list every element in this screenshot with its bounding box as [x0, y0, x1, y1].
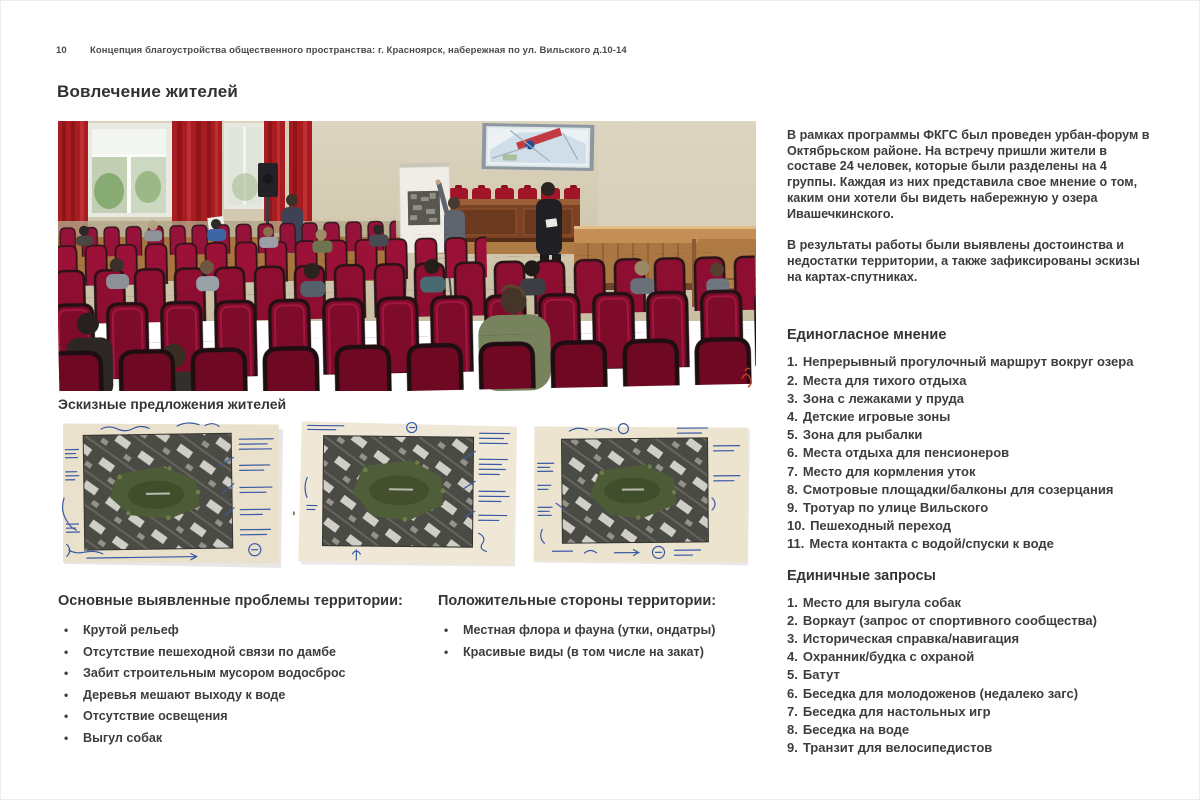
- problem-item: • Крутой рельеф: [58, 620, 423, 642]
- sketch-map-1: [58, 418, 286, 571]
- single-request-item: 9. Транзит для велосипедистов: [787, 740, 993, 756]
- positives-list: [438, 620, 768, 663]
- single-request-item: 2. Воркаут (запрос от спортивного сообщества): [787, 612, 1097, 628]
- sketches-subtitle: Эскизные предложения жителей: [58, 396, 287, 412]
- problem-item: • Забит строительным мусором водосброс: [58, 663, 423, 685]
- positives-section: [438, 593, 768, 663]
- positive-item: • Местная флора и фауна (утки, ондатры): [438, 620, 768, 642]
- single-request-item: 1. Место для выгула собак: [787, 594, 962, 610]
- unanimous-item: 10. Пешеходный переход: [787, 518, 952, 534]
- unanimous-item: 2. Места для тихого отдыха: [787, 372, 967, 388]
- page-header: [56, 45, 627, 56]
- unanimous-item: 5. Зона для рыбалки: [787, 427, 923, 443]
- single-request-item: 4. Охранник/будка с охраной: [787, 649, 975, 665]
- unanimous-item: 3. Зона с лежаками у пруда: [787, 390, 965, 406]
- forum-photo-illustration: [58, 121, 756, 391]
- intro-paragraph-1: В рамках программы ФКГС был проведен урбан-форум в Октябрьском районе. На встречу пришли жители в составе 24 человек, которые были разделены на 4 группы. Каждая из них представила свое мнение о том, каким они хотели бы видеть набережную у озера Ивашечкинского.: [787, 128, 1150, 221]
- single-request-item: 6. Беседка для молодоженов (недалеко загс): [787, 685, 1079, 701]
- problem-item: • Выгул собак: [58, 728, 423, 750]
- unanimous-item: 6. Места отдыха для пенсионеров: [787, 445, 1010, 461]
- sketch-map-3: [528, 418, 756, 571]
- single-request-item: 3. Историческая справка/навигация: [787, 630, 1020, 646]
- single-request-item: 5. Батут: [787, 667, 840, 683]
- header-title: Концепция благоустройства общественного пространства: г. Красноярск, набережная по ул. Вильского д.10-14: [90, 45, 627, 56]
- page-title: Вовлечение жителей: [57, 82, 239, 101]
- intro-paragraph-2: В результаты работы были выявлены достоинства и недостатки территории, а также зафиксированы эскизы на картах-спутниках.: [787, 238, 1140, 284]
- unanimous-list: [787, 353, 1153, 553]
- projection-screen: [482, 123, 595, 171]
- sketch-map-2: [293, 418, 521, 571]
- positive-item: • Красивые виды (в том числе на закат): [438, 642, 768, 664]
- unanimous-title: Единогласное мнение: [787, 327, 947, 344]
- problems-section: [58, 593, 423, 749]
- positives-title: Положительные стороны территории:: [438, 593, 717, 609]
- unanimous-item: 1. Непрерывный прогулочный маршрут вокруг озера: [787, 354, 1134, 370]
- problems-list: [58, 620, 423, 749]
- unanimous-item: 9. Тротуар по улице Вильского: [787, 499, 989, 515]
- unanimous-item: 4. Детские игровые зоны: [787, 408, 951, 424]
- sketch-maps-row: [58, 418, 756, 571]
- single-requests-title: Единичные запросы: [787, 567, 936, 584]
- unanimous-item: 11. Места контакта с водой/спуски к воде: [787, 536, 1054, 552]
- page-number: 10: [56, 45, 67, 56]
- forum-photo: [58, 121, 756, 391]
- right-column: [787, 128, 1153, 771]
- problem-item: • Деревья мешают выходу к воде: [58, 685, 423, 707]
- single-requests-list: [787, 594, 1153, 758]
- problem-item: • Отсутствие пешеходной связи по дамбе: [58, 642, 423, 664]
- single-request-item: 7. Беседка для настольных игр: [787, 703, 991, 719]
- problems-title: Основные выявленные проблемы территории:: [58, 593, 403, 609]
- unanimous-item: 7. Место для кормления уток: [787, 463, 976, 479]
- single-request-item: 8. Беседка на воде: [787, 721, 910, 737]
- problem-item: • Отсутствие освещения: [58, 706, 423, 728]
- unanimous-item: 8. Смотровые площадки/балконы для созерцания: [787, 481, 1114, 497]
